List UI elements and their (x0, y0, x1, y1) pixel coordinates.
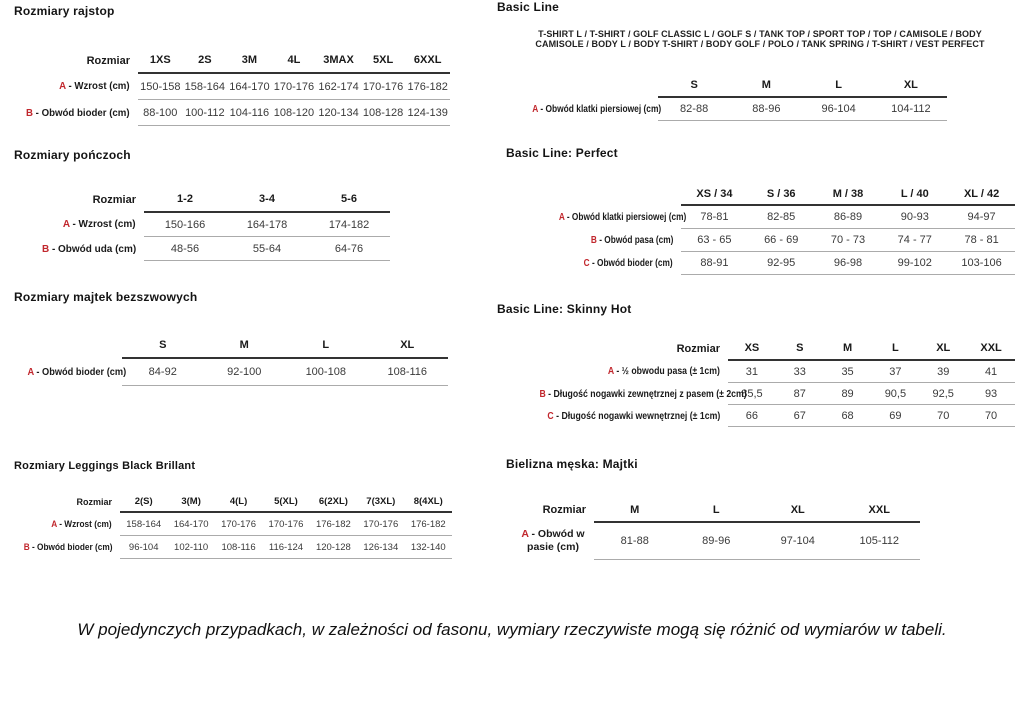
table-header-row (14, 492, 452, 512)
cell-value: 162-174 (316, 73, 361, 100)
cell-value: 164-178 (226, 212, 308, 237)
table-header-row (497, 337, 1015, 360)
section-title-skinny-hot: Basic Line: Skinny Hot (497, 302, 632, 316)
table-basic-line (500, 73, 947, 121)
row-label (525, 229, 681, 252)
row-letter: C (584, 257, 591, 269)
row-letter: B (41, 242, 50, 255)
cell-value: 85,5 (728, 383, 776, 405)
cell-value: 41 (967, 360, 1015, 383)
table-header-row (14, 48, 450, 73)
table-leggings (14, 492, 452, 559)
column-header: 3M (227, 48, 272, 73)
row-label (14, 512, 120, 536)
section-title-majtki-bezszwowe: Rozmiary majtek bezszwowych (14, 290, 198, 304)
row-letter: A (521, 527, 529, 540)
cell-value: 176-182 (310, 512, 357, 536)
column-header: XL (757, 498, 839, 522)
cell-value: 37 (871, 360, 919, 383)
cell-value: 158-164 (120, 512, 167, 536)
table-skinny-hot (497, 337, 1015, 427)
column-header: XXL (967, 337, 1015, 360)
cell-value: 78 - 81 (948, 229, 1015, 252)
table-row (14, 73, 450, 100)
cell-value: 92,5 (919, 383, 967, 405)
product-list-line: T-SHIRT L / T-SHIRT / GOLF CLASSIC L / GOLF S / TANK TOP / SPORT TOP / TOP / CAMISOLE / BODY (538, 29, 982, 39)
cell-value: 108-120 (272, 100, 317, 126)
row-label (14, 100, 138, 126)
section-title-basic-line: Basic Line (497, 0, 560, 14)
column-header: XXL (839, 498, 921, 522)
table-corner-label: Rozmiar (542, 503, 586, 516)
cell-value: 55-64 (226, 237, 308, 261)
column-header: XL / 42 (948, 183, 1015, 205)
column-header: XS / 34 (681, 183, 748, 205)
table-corner-label: Rozmiar (676, 342, 720, 355)
table-header-row (14, 333, 448, 358)
column-header: L (803, 73, 875, 97)
row-letter: B (26, 106, 34, 119)
cell-value: 176-182 (405, 73, 450, 100)
row-label-text: B - Obwód bioder (cm) (26, 106, 130, 119)
row-label (525, 252, 681, 275)
cell-value: 81-88 (594, 522, 676, 560)
table-header-row (14, 187, 390, 212)
row-label (525, 205, 687, 229)
column-header: L / 40 (881, 183, 948, 205)
cell-value: 92-100 (204, 358, 286, 386)
row-label (14, 358, 127, 386)
column-header: 3MAX (316, 48, 361, 73)
cell-value: 87 (776, 383, 824, 405)
cell-value: 96-98 (815, 252, 882, 275)
cell-value: 108-116 (367, 358, 449, 386)
row-letter: A (59, 80, 67, 93)
table-row (497, 405, 1015, 427)
table-corner-label: Rozmiar (86, 54, 130, 67)
row-label-text: A - Wzrost (cm) (51, 518, 112, 529)
table-header-row (525, 183, 1015, 205)
table-corner-label: Rozmiar (76, 497, 112, 507)
cell-value: 48-56 (144, 237, 226, 261)
row-label-text: A - Obwód bioder (cm) (27, 365, 127, 378)
cell-value: 74 - 77 (881, 229, 948, 252)
table-corner-label (525, 183, 681, 205)
table-rajstop (14, 48, 450, 126)
cell-value: 86-89 (815, 205, 882, 229)
table-row (500, 97, 947, 121)
product-list-line: CAMISOLE / BODY L / BODY T-SHIRT / BODY GOLF / POLO / TANK SPRING / T-SHIRT / VEST PERFECT (535, 39, 985, 49)
row-letter: A (532, 102, 539, 115)
table-row (14, 358, 448, 386)
cell-value: 92-95 (748, 252, 815, 275)
table-row (14, 212, 390, 237)
column-header: 6XXL (405, 48, 450, 73)
cell-value: 170-176 (215, 512, 262, 536)
cell-value: 174-182 (308, 212, 390, 237)
row-label-text: A - Obwód klatki piersiowej (cm) (532, 102, 662, 115)
cell-value: 116-124 (262, 536, 309, 559)
column-header: 5-6 (308, 187, 390, 212)
cell-value: 88-91 (681, 252, 748, 275)
cell-value: 90-93 (881, 205, 948, 229)
row-label (14, 536, 120, 559)
cell-value: 108-116 (215, 536, 262, 559)
cell-value: 170-176 (272, 73, 317, 100)
cell-value: 126-134 (357, 536, 404, 559)
table-row (497, 360, 1015, 383)
cell-value: 99-102 (881, 252, 948, 275)
row-label (497, 405, 728, 427)
column-header: XL (367, 333, 449, 358)
row-label (500, 97, 662, 121)
cell-value: 70 (919, 405, 967, 427)
column-header: S (658, 73, 730, 97)
cell-value: 88-100 (138, 100, 183, 126)
column-header: 3(M) (167, 492, 214, 512)
row-letter: B (539, 387, 546, 400)
table-header-row (500, 73, 947, 97)
cell-value: 70 - 73 (815, 229, 882, 252)
row-label-text: C - Długość nogawki wewnętrznej (± 1cm) (547, 409, 720, 422)
cell-value: 158-164 (183, 73, 228, 100)
cell-value: 93 (967, 383, 1015, 405)
cell-value: 88-96 (730, 97, 802, 121)
column-header: M (824, 337, 872, 360)
cell-value: 96-104 (803, 97, 875, 121)
cell-value: 102-110 (167, 536, 214, 559)
row-label (512, 522, 594, 560)
cell-value: 67 (776, 405, 824, 427)
table-row (525, 252, 1015, 275)
row-letter: A (51, 518, 58, 529)
cell-value: 120-128 (310, 536, 357, 559)
column-header: M (594, 498, 676, 522)
column-header: M (204, 333, 286, 358)
table-majtki-bezszwowe (14, 333, 448, 386)
row-label-text: A - ½ obwodu pasa (± 1cm) (608, 365, 720, 378)
table-row (14, 237, 390, 261)
cell-value: 120-134 (316, 100, 361, 126)
table-basic-line-perfect (525, 183, 1015, 275)
section-title-perfect: Basic Line: Perfect (506, 146, 618, 160)
column-header: L (676, 498, 758, 522)
table-row (14, 512, 452, 536)
cell-value: 164-170 (227, 73, 272, 100)
column-header: 6(2XL) (310, 492, 357, 512)
cell-value: 90,5 (871, 383, 919, 405)
row-letter: A (558, 210, 565, 223)
column-header: M (730, 73, 802, 97)
table-header-row (512, 498, 920, 522)
column-header: 8(4XL) (405, 492, 452, 512)
cell-value: 66 (728, 405, 776, 427)
cell-value: 68 (824, 405, 872, 427)
column-header: 2S (183, 48, 228, 73)
row-letter: B (590, 234, 597, 246)
cell-value: 96-104 (120, 536, 167, 559)
cell-value: 39 (919, 360, 967, 383)
cell-value: 170-176 (262, 512, 309, 536)
cell-value: 104-116 (227, 100, 272, 126)
column-header: L (285, 333, 367, 358)
row-label-text: A - Wzrost (cm) (63, 218, 136, 231)
column-header: 2(S) (120, 492, 167, 512)
row-label (14, 237, 144, 261)
footer-disclaimer-note: W pojedynczych przypadkach, w zależności od fasonu, wymiary rzeczywiste mogą się różnić od wymiarów w tabeli. (77, 620, 947, 639)
cell-value: 164-170 (167, 512, 214, 536)
cell-value: 82-85 (748, 205, 815, 229)
cell-value: 33 (776, 360, 824, 383)
cell-value: 100-112 (183, 100, 228, 126)
row-letter: C (547, 409, 554, 422)
cell-value: 35 (824, 360, 872, 383)
table-corner-label: Rozmiar (92, 193, 136, 206)
column-header: 4L (272, 48, 317, 73)
table-row (525, 229, 1015, 252)
row-label (497, 383, 747, 405)
cell-value: 69 (871, 405, 919, 427)
column-header: XS (728, 337, 776, 360)
section-title-majtki-meskie: Bielizna męska: Majtki (506, 457, 638, 471)
cell-value: 89-96 (676, 522, 758, 560)
row-label-text: B - Obwód uda (cm) (41, 242, 137, 255)
cell-value: 150-166 (144, 212, 226, 237)
column-header: 7(3XL) (357, 492, 404, 512)
cell-value: 84-92 (122, 358, 204, 386)
column-header: XL (875, 73, 947, 97)
column-header: S (776, 337, 824, 360)
table-majtki-meskie (512, 498, 920, 560)
row-label-text: B - Długość nogawki zewnętrznej z pasem (± 2cm) (539, 387, 747, 400)
row-letter: A (608, 365, 615, 378)
column-header: M / 38 (815, 183, 882, 205)
column-header: 5(XL) (262, 492, 309, 512)
cell-value: 150-158 (138, 73, 183, 100)
column-header: 5XL (361, 48, 406, 73)
table-row (14, 100, 450, 126)
cell-value: 100-108 (285, 358, 367, 386)
cell-value: 63 - 65 (681, 229, 748, 252)
table-row (525, 205, 1015, 229)
row-label-text: A - Obwód klatki piersiowej (cm) (558, 210, 687, 223)
cell-value: 78-81 (681, 205, 748, 229)
column-header: 3-4 (226, 187, 308, 212)
column-header: 4(L) (215, 492, 262, 512)
cell-value: 70 (967, 405, 1015, 427)
section-title-leggings: Rozmiary Leggings Black Brillant (14, 460, 196, 472)
cell-value: 31 (728, 360, 776, 383)
column-header: S / 36 (748, 183, 815, 205)
row-label (14, 212, 144, 237)
cell-value: 89 (824, 383, 872, 405)
basic-line-product-list (500, 29, 1020, 49)
cell-value: 124-139 (405, 100, 450, 126)
table-row (14, 536, 452, 559)
row-letter: A (63, 218, 71, 231)
section-title-ponczochy: Rozmiary pończoch (14, 148, 131, 162)
column-header: XL (919, 337, 967, 360)
cell-value: 105-112 (839, 522, 921, 560)
section-title-rajstop: Rozmiary rajstop (14, 4, 115, 18)
cell-value: 82-88 (658, 97, 730, 121)
row-letter: B (23, 542, 30, 552)
cell-value: 170-176 (361, 73, 406, 100)
row-label-text: C - Obwód bioder (cm) (584, 257, 673, 269)
cell-value: 64-76 (308, 237, 390, 261)
row-label-text: A - Obwód w pasie (cm) (521, 527, 585, 553)
row-label-text: B - Obwód pasa (cm) (590, 234, 673, 246)
table-corner-label (500, 73, 658, 97)
cell-value: 132-140 (405, 536, 452, 559)
table-corner-label (14, 333, 122, 358)
row-label-text: A - Wzrost (cm) (59, 80, 130, 93)
column-header: 1XS (138, 48, 183, 73)
cell-value: 108-128 (361, 100, 406, 126)
table-row (497, 383, 1015, 405)
column-header: L (871, 337, 919, 360)
column-header: 1-2 (144, 187, 226, 212)
cell-value: 176-182 (405, 512, 452, 536)
cell-value: 170-176 (357, 512, 404, 536)
table-ponczochy (14, 187, 390, 261)
row-letter: A (27, 365, 34, 378)
cell-value: 103-106 (948, 252, 1015, 275)
row-label (14, 73, 138, 100)
row-label-text: B - Obwód bioder (cm) (23, 542, 113, 552)
cell-value: 66 - 69 (748, 229, 815, 252)
cell-value: 104-112 (875, 97, 947, 121)
cell-value: 94-97 (948, 205, 1015, 229)
table-row (512, 522, 920, 560)
row-label (497, 360, 728, 383)
column-header: S (122, 333, 204, 358)
cell-value: 97-104 (757, 522, 839, 560)
